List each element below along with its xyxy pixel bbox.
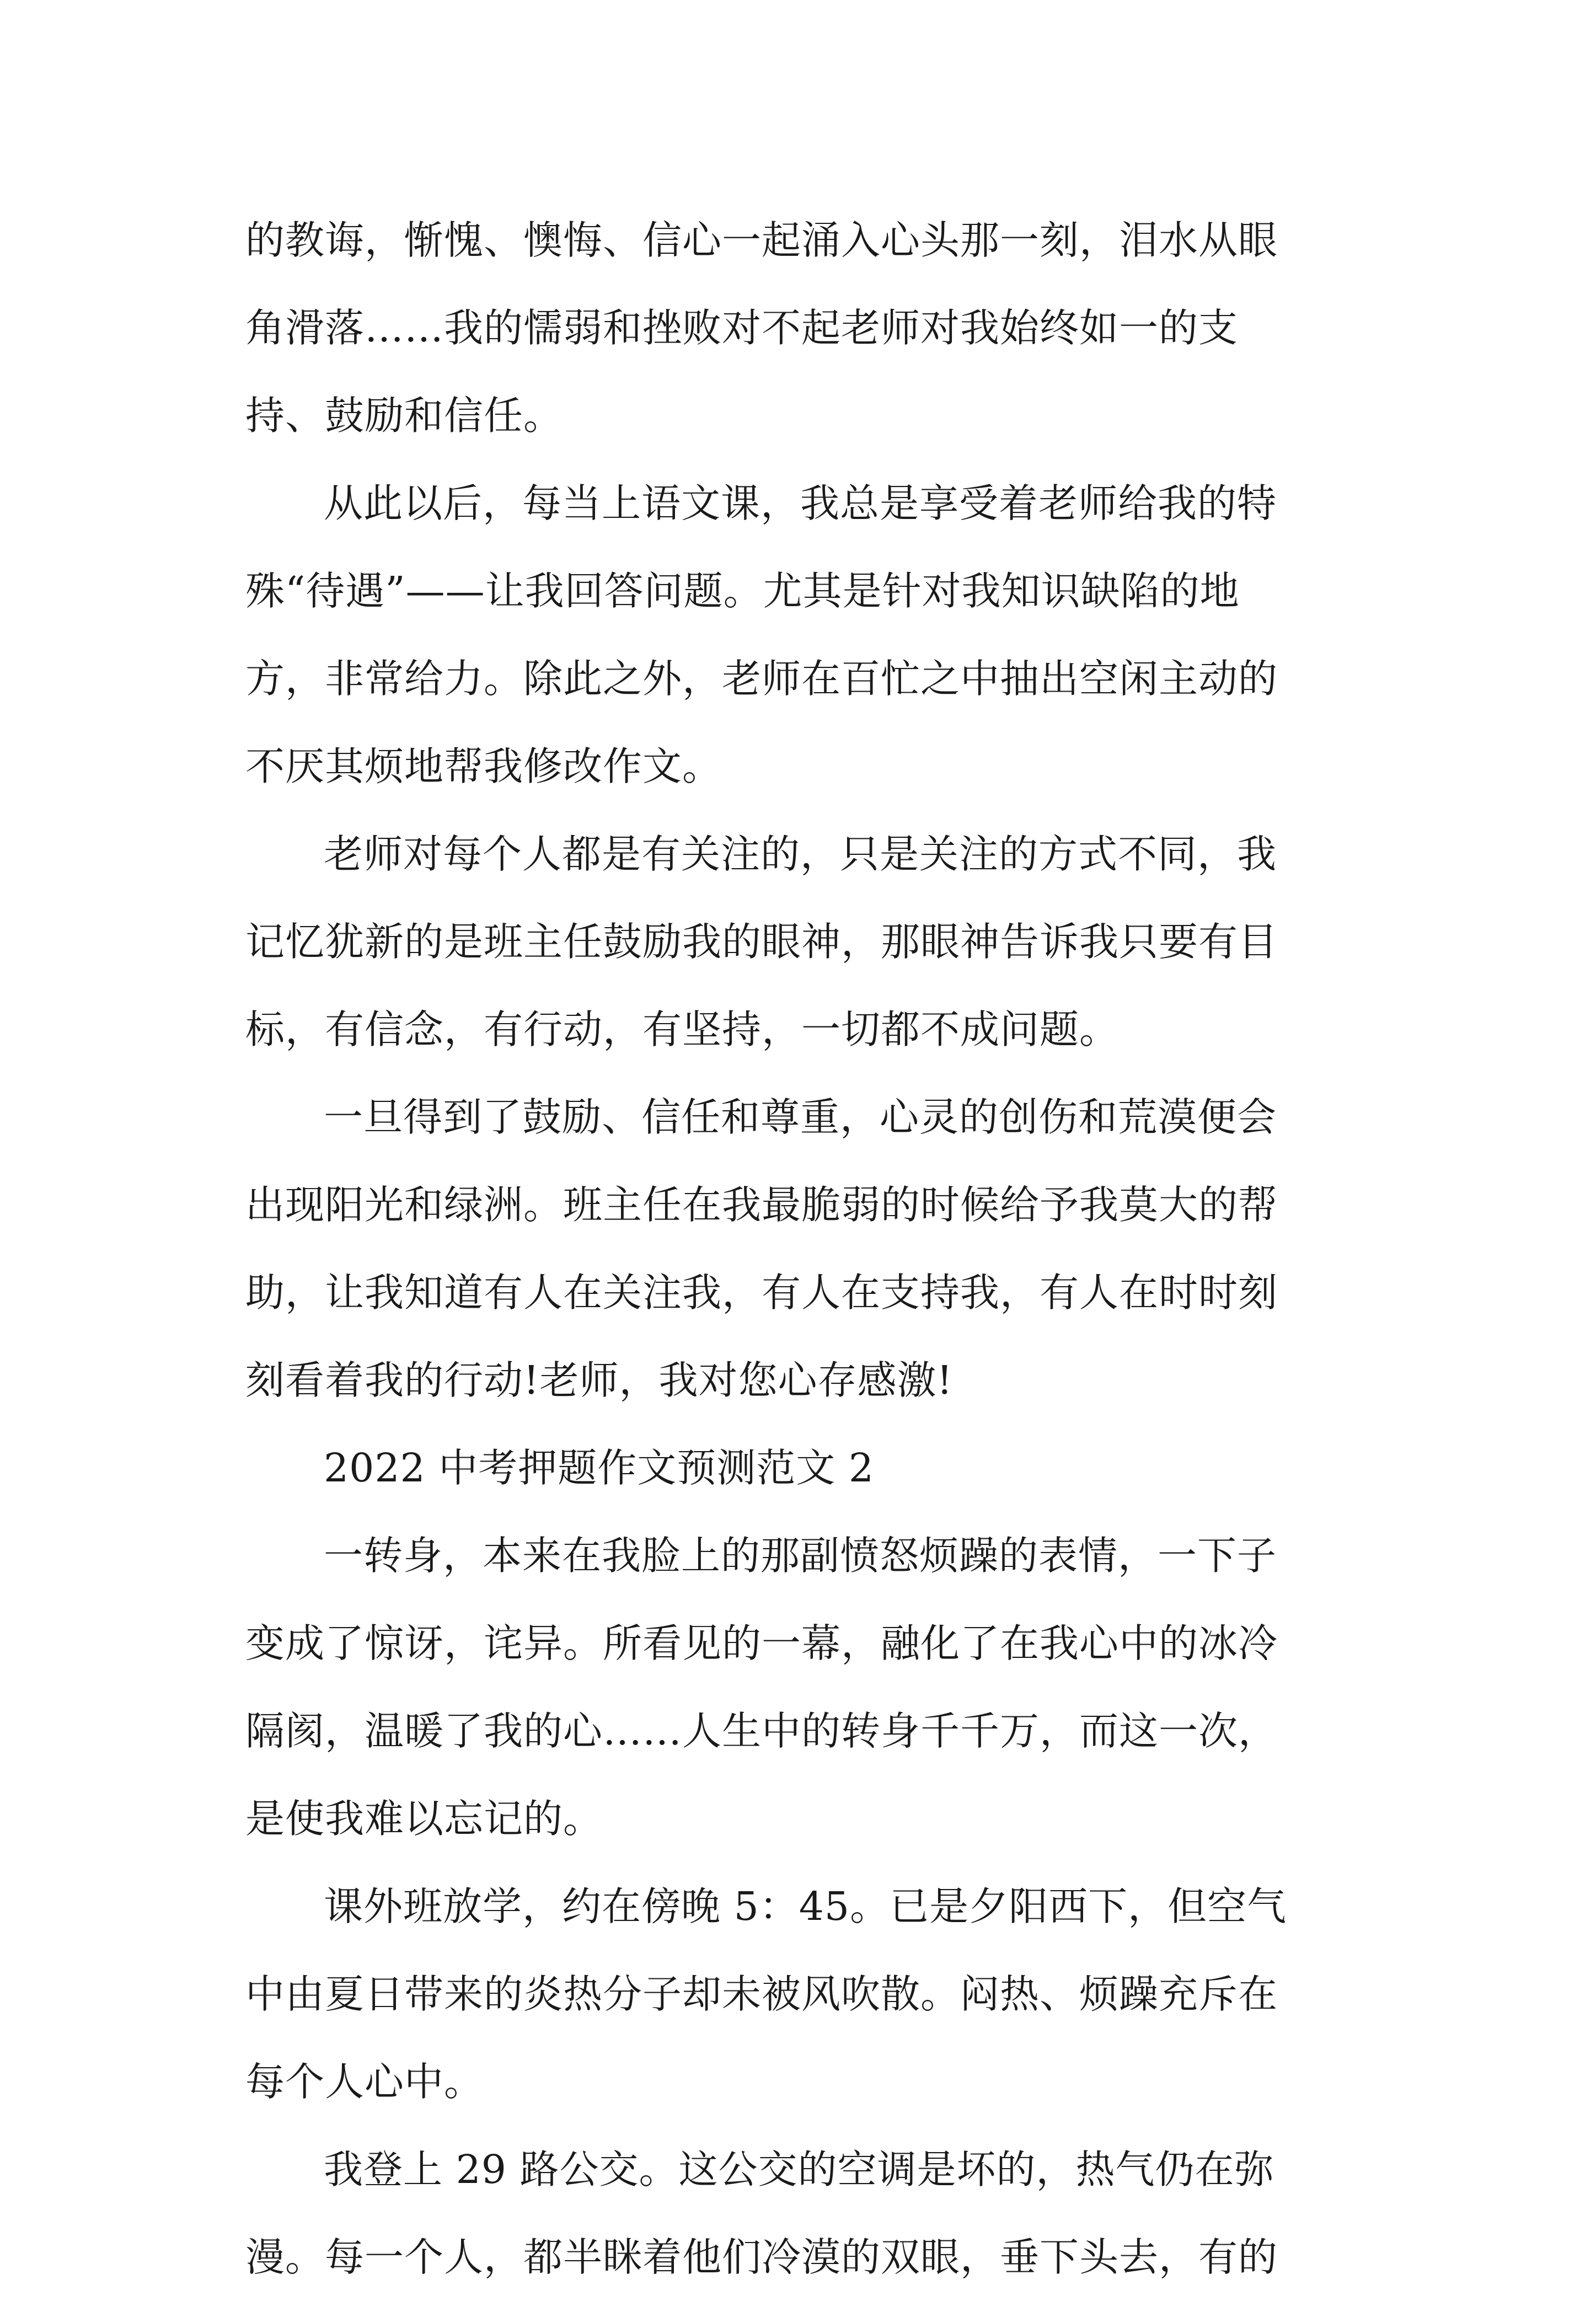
text-line: 变成了惊讶，诧异。所看见的一幕，融化了在我心中的冰冷 [245, 1620, 1278, 1666]
text-line: 不厌其烦地帮我修改作文。 [245, 743, 722, 789]
text-line: 一旦得到了鼓励、信任和尊重，心灵的创伤和荒漠便会 [324, 1094, 1277, 1140]
paragraph [245, 196, 1365, 459]
paragraph [245, 1512, 1365, 1863]
text-line: 持、鼓励和信任。 [245, 393, 564, 438]
text-line: 老师对每个人都是有关注的，只是关注的方式不同，我 [324, 831, 1277, 877]
text-line: 的教诲，惭愧、懊悔、信心一起涌入心头那一刻，泪水从眼 [245, 217, 1278, 263]
text-line: 每个人心中。 [245, 2059, 484, 2105]
paragraph [245, 810, 1365, 1073]
text-line: 出现阳光和绿洲。班主任在我最脆弱的时候给予我莫大的帮 [245, 1182, 1278, 1228]
text-line: 刻看着我的行动!老师，我对您心存感激! [245, 1357, 954, 1403]
document-body [245, 196, 1365, 2301]
heading-text: 2022 中考押题作文预测范文 2 [324, 1445, 875, 1491]
text-line: 角滑落……我的懦弱和挫败对不起老师对我始终如一的支 [245, 305, 1239, 351]
text-line: 是使我难以忘记的。 [245, 1796, 603, 1842]
text-line: 从此以后，每当上语文课，我总是享受着老师给我的特 [324, 480, 1277, 526]
paragraph [245, 2126, 1365, 2301]
text-line: 殊“待遇”——让我回答问题。尤其是针对我知识缺陷的地 [245, 568, 1240, 614]
text-line: 记忆犹新的是班主任鼓励我的眼神，那眼神告诉我只要有目 [245, 919, 1278, 965]
text-line: 课外班放学，约在傍晚 5：45。已是夕阳西下，但空气 [324, 1883, 1287, 1929]
text-line: 中由夏日带来的炎热分子却未被风吹散。闷热、烦躁充斥在 [245, 1971, 1278, 2017]
text-line: 隔阂，温暖了我的心……人生中的转身千千万，而这一次， [245, 1708, 1278, 1754]
text-line: 标，有信念，有行动，有坚持，一切都不成问题。 [245, 1007, 1120, 1052]
text-line: 我登上 29 路公交。这公交的空调是坏的，热气仍在弥 [324, 2147, 1274, 2192]
text-line: 一转身，本来在我脸上的那副愤怒烦躁的表情，一下子 [324, 1533, 1277, 1578]
paragraph [245, 459, 1365, 810]
paragraph [245, 1863, 1365, 2126]
text-line: 漫。每一个人，都半眯着他们冷漠的双眼，垂下头去，有的 [245, 2234, 1278, 2280]
text-line: 方，非常给力。除此之外，老师在百忙之中抽出空闲主动的 [245, 656, 1278, 702]
text-line: 助，让我知道有人在关注我，有人在支持我，有人在时时刻 [245, 1270, 1278, 1315]
section-heading [245, 1424, 1365, 1512]
paragraph [245, 1073, 1365, 1424]
